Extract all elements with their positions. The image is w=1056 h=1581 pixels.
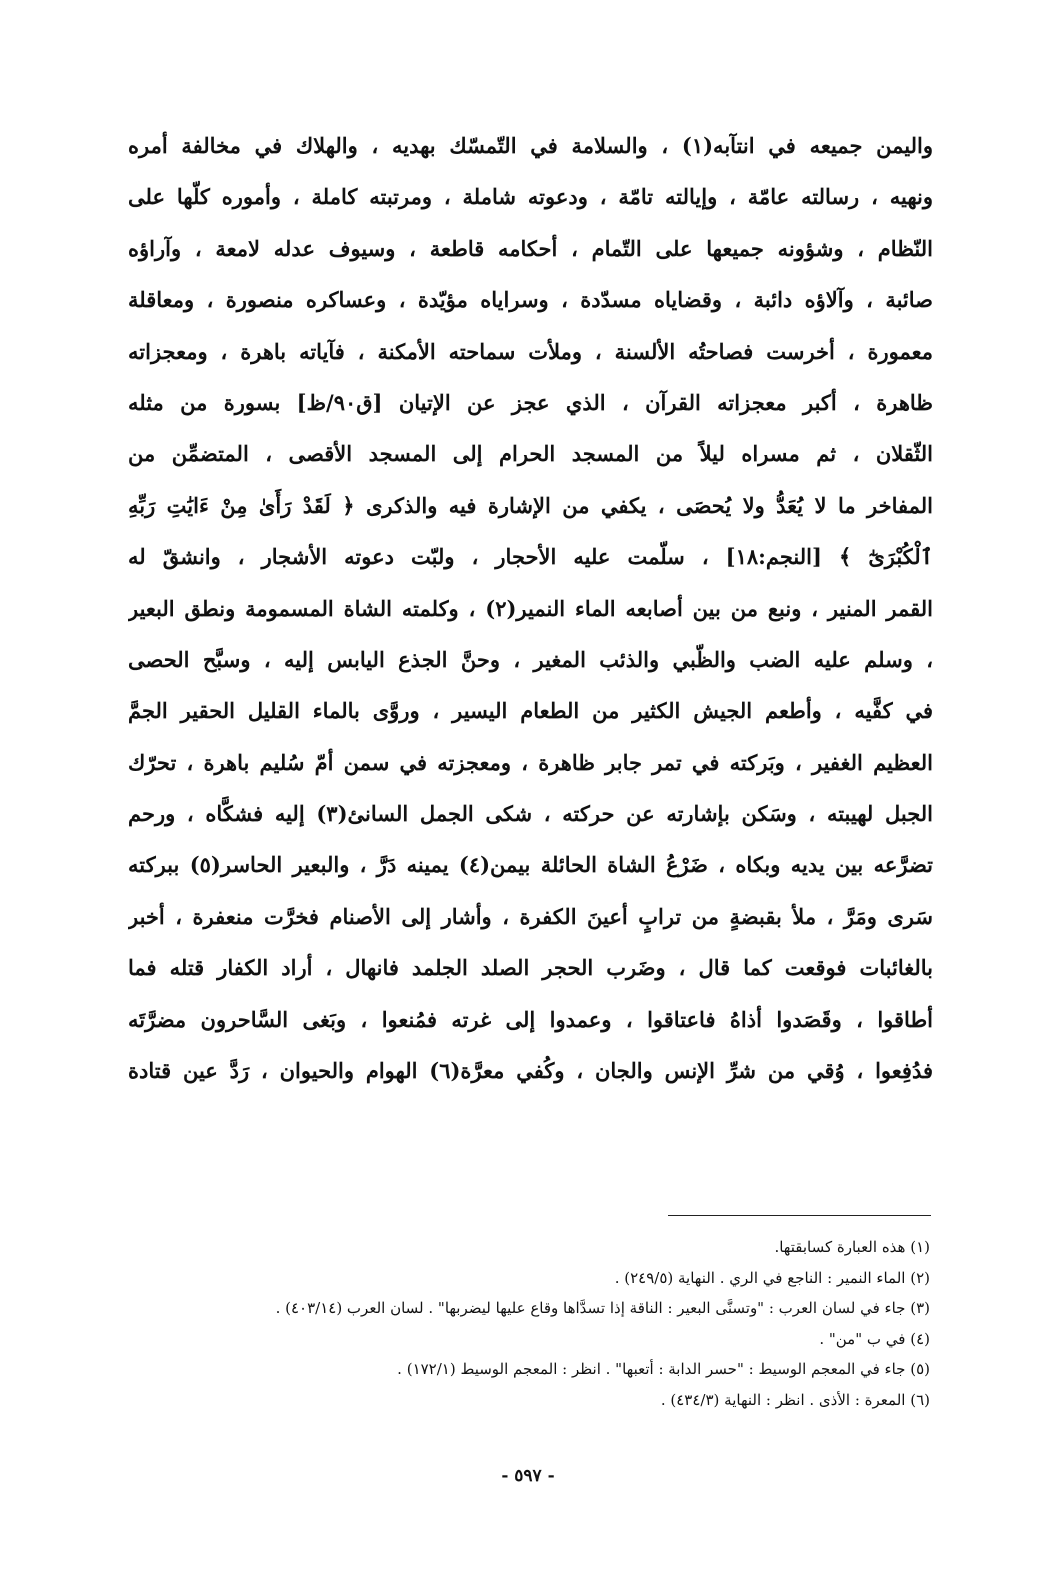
footnote: (٣) جاء في لسان العرب : "وتسنَّى البعير : الناقة إذا تسدَّاها وقاع عليها ليضربها" . لسان العرب (٤٠٣/١٤) . <box>275 1299 930 1317</box>
footnote: (٤) في ب "من" . <box>819 1329 930 1348</box>
page-number: - ٥٩٧ - <box>501 1466 555 1486</box>
text-line: القمر المنير ، ونبع من بين أصابعه الماء النمير(٢) ، وكلمته الشاة المسمومة ونطق البعير <box>128 595 933 621</box>
text-line: معمورة ، أخرست فصاحتُه الألسنة ، وملأت سماحته الأمكنة ، فآياته باهرة ، ومعجزاته <box>128 338 933 364</box>
footnote-divider <box>668 1215 931 1216</box>
text-line: الجبل لهيبته ، وسَكن بإشارته عن حركته ، شكى الجمل السانئ(٣) إليه فشكَّاه ، ورحم <box>128 801 933 827</box>
text-line: العظيم الغفير ، وبَركته في تمر جابر ظاهرة ، ومعجزته في سمن أمّ سُليم باهرة ، تحرّك <box>128 749 933 775</box>
text-line: أطاقوا ، وقَصَدوا أذاهُ فاعتاقوا ، وعمدوا إلى غرته فمُنعوا ، وبَغى السَّاحرون مضرَّتَه <box>128 1006 933 1032</box>
text-line: الثّقلان ، ثم مسراه ليلاً من المسجد الحرام إلى المسجد الأقصى ، المتضمِّن من <box>128 441 933 467</box>
text-line: تضرَّعه بين يديه وبكاه ، ضَرْعُ الشاة الحائلة بيمن(٤) يمينه دَرَّ ، والبعير الحاسر(٥) ببركته <box>128 852 933 878</box>
text-line: صائبة ، وآلاؤه دائبة ، وقضاياه مسدّدة ، وسراياه مؤيّدة ، وعساكره منصورة ، ومعاقلة <box>128 287 933 313</box>
text-line: النّظام ، وشؤونه جميعها على التّمام ، أحكامه قاطعة ، وسيوف عدله لامعة ، وآراؤه <box>128 235 933 261</box>
footnote: (٥) جاء في المعجم الوسيط : "حسر الدابة : أتعبها" . انظر : المعجم الوسيط (١٧٢/١) . <box>397 1360 930 1378</box>
text-line: بالغائبات فوقعت كما قال ، وضَرب الحجر الصلد الجلمد فانهال ، أراد الكفار قتله فما <box>128 955 933 981</box>
text-line: واليمن جميعه في انتآبه(١) ، والسلامة في التّمسّك بهديه ، والهلاك في مخالفة أمره <box>128 133 933 158</box>
footnotes-block <box>125 1232 930 1415</box>
text-line: ٱلْكُبْرَىٰٓ ﴾ [النجم:١٨] ، سلّمت عليه الأحجار ، ولبّت دعوته الأشجار ، وانشقّ له <box>128 544 933 570</box>
text-line: في كفَّيه ، وأطعم الجيش الكثير من الطعام اليسير ، وروَّى بالماء القليل الحقير الجمَّ <box>128 698 933 724</box>
text-line: المفاخر ما لا يُعَدُّ ولا يُحصَى ، يكفي من الإشارة فيه والذكرى ﴿ لَقَدْ رَأَىٰ مِنْ ءَايَٰتِ رَبِّهِ <box>128 492 933 518</box>
main-text-block <box>128 120 933 1096</box>
footnote: (٦) المعرة : الأذى . انظر : النهاية (٤٣٤/٣) . <box>660 1390 930 1409</box>
text-line: ونهيه ، رسالته عامّة ، وإيالته تامّة ، ودعوته شاملة ، ومرتبته كاملة ، وأموره كلّها على <box>128 184 933 210</box>
text-line: ، وسلم عليه الضب والظّبي والذئب المغير ، وحنَّ الجذع اليابس إليه ، وسبَّح الحصى <box>128 646 933 672</box>
text-line: ظاهرة ، أكبر معجزاته القرآن ، الذي عجز عن الإتيان [ق٩٠/ظ] بسورة من مثله <box>128 389 933 415</box>
text-line: فدُفِعوا ، وُقي من شرِّ الإنس والجان ، وكُفي معرَّة(٦) الهوام والحيوان ، رَدَّ عين قتادة <box>128 1058 933 1084</box>
footnote: (٢) الماء النمير : الناجع في الري . النهاية (٢٤٩/٥) . <box>614 1268 930 1287</box>
footnote: (١) هذه العبارة كسابقتها. <box>774 1238 930 1256</box>
text-line: سَرى ومَرَّ ، ملأ بقبضةٍ من ترابٍ أعينَ الكفرة ، وأشار إلى الأصنام فخرَّت منعفرة ، أخبر <box>128 903 933 929</box>
